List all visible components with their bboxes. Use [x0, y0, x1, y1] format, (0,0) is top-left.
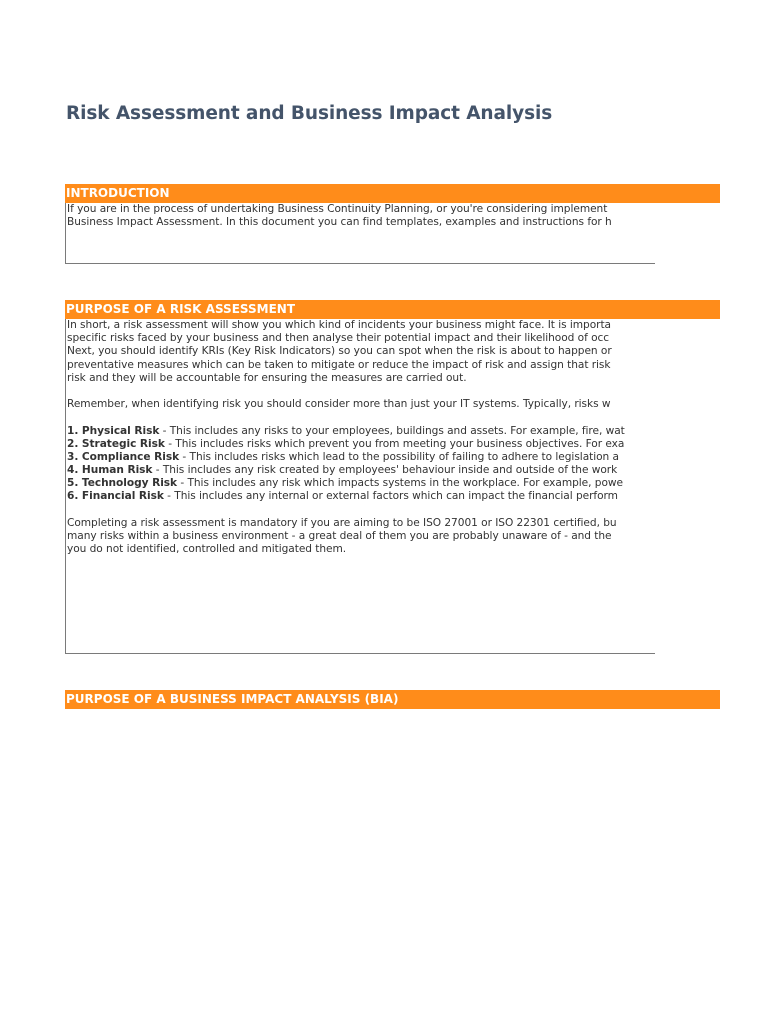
closing-line: many risks within a business environment - a great deal of them you are probably unaware of - and the: [67, 530, 612, 542]
risk-item-name: 4. Human Risk: [67, 464, 153, 477]
risk-item-name: 3. Compliance Risk: [67, 450, 180, 463]
introduction-body: [65, 203, 655, 264]
introduction-header: INTRODUCTION: [65, 184, 720, 203]
risk-item-name: 1. Physical Risk: [67, 424, 160, 437]
risk-item-name: 6. Financial Risk: [67, 490, 164, 503]
closing-line: you do not identified, controlled and mitigated them.: [67, 543, 347, 556]
closing-line: Completing a risk assessment is mandatory if you are aiming to be ISO 27001 or ISO 22301 certified, bu: [67, 516, 617, 529]
risk-item-name: 5. Technology Risk: [67, 477, 178, 490]
bia-header: PURPOSE OF A BUSINESS IMPACT ANALYSIS (BIA): [65, 690, 720, 709]
risk-item-desc: - This includes any risks to your employees, buildings and assets. For example, fire, wat: [159, 424, 625, 437]
risk-intro-line: risk and they will be accountable for ensuring the measures are carried out.: [67, 371, 467, 384]
risk-intro-line: specific risks faced by your business and then analyse their potential impact and their likelihood of occ: [67, 332, 610, 345]
risk-assessment-body: [65, 319, 655, 654]
risk-item: [67, 477, 655, 490]
blank-line: [67, 504, 655, 517]
blank-line: [67, 411, 655, 424]
risk-item: [67, 438, 655, 451]
page-title: Risk Assessment and Business Impact Analysis: [66, 103, 553, 124]
risk-item: [67, 451, 655, 464]
risk-intro-line: preventative measures which can be taken to mitigate or reduce the impact of risk and assign that risk: [67, 358, 611, 371]
introduction-line: If you are in the process of undertaking Business Continuity Planning, or you're considering implement: [67, 203, 608, 215]
risk-item-name: 2. Strategic Risk: [67, 437, 165, 450]
risk-item: [67, 464, 655, 477]
risk-intro-line: Next, you should identify KRIs (Key Risk Indicators) so you can spot when the risk is about to happen or: [67, 345, 612, 358]
risk-item-desc: - This includes risks which lead to the possibility of failing to adhere to legislation a: [179, 450, 619, 463]
risk-item-desc: - This includes any risk which impacts systems in the workplace. For example, powe: [177, 477, 623, 490]
risk-item-desc: - This includes any risk created by employees' behaviour inside and outside of the work: [152, 464, 618, 477]
blank-line: [67, 385, 655, 398]
risk-item: [67, 490, 655, 503]
remember-line: Remember, when identifying risk you should consider more than just your IT systems. Typically, risks w: [67, 398, 611, 411]
risk-item-desc: - This includes risks which prevent you from meeting your business objectives. For exa: [164, 437, 625, 450]
risk-item-desc: - This includes any internal or external factors which can impact the financial perform: [163, 490, 618, 503]
risk-assessment-header: PURPOSE OF A RISK ASSESSMENT: [65, 300, 720, 319]
introduction-line: Business Impact Assessment. In this document you can find templates, examples and instructions for h: [67, 216, 612, 229]
risk-intro-line: In short, a risk assessment will show you which kind of incidents your business might face. It is importa: [67, 319, 612, 331]
risk-item: [67, 425, 655, 438]
